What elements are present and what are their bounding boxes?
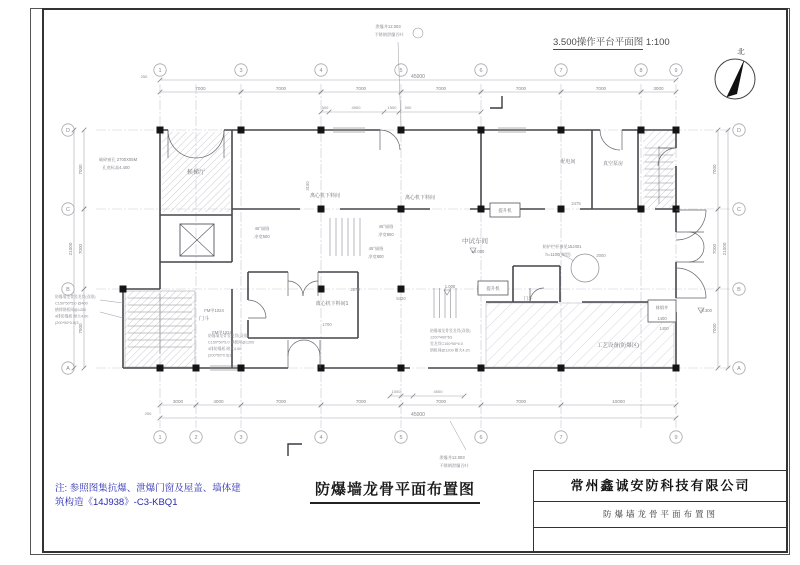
column-marker	[558, 127, 565, 134]
dim-label: 7000	[275, 86, 287, 91]
detail-callout-circle	[571, 254, 599, 282]
dim-label: 7000	[712, 243, 717, 255]
room-label: 排烟井	[655, 305, 669, 310]
column-marker	[238, 127, 245, 134]
title-block-drawing-title: 防爆墙龙骨平面布置图	[534, 502, 787, 528]
grid-bubble-label: 6	[479, 68, 483, 74]
column-marker	[318, 206, 325, 213]
spec-note-line: C150*50*5.0 钢板网@1200	[208, 340, 255, 345]
column-marker	[638, 206, 645, 213]
annotation-label: 泄爆井12.003	[375, 24, 401, 29]
dim-label: 500	[321, 105, 329, 110]
annotation-label: 泄爆井12.003	[439, 455, 465, 460]
dim-label: 7000	[712, 323, 717, 334]
grid-bubble-label: D	[737, 128, 741, 134]
door-swing	[304, 340, 320, 356]
grid-bubble-label: A	[737, 366, 741, 372]
grid-bubble-label: 1	[158, 435, 162, 441]
door-swing	[288, 340, 304, 356]
dim-label: 1500	[387, 105, 397, 110]
column-marker	[478, 127, 485, 134]
dim-label: 7000	[435, 399, 447, 404]
column-marker	[318, 365, 325, 372]
dim-label: 250	[144, 411, 152, 416]
column-marker	[558, 206, 565, 213]
room-label: 离心机下料间1	[315, 301, 349, 307]
column-marker	[673, 365, 680, 372]
general-note	[55, 482, 325, 510]
room-label: 候梯厅	[186, 170, 206, 176]
door-swing	[689, 232, 704, 247]
hatch-equipment-area	[486, 303, 674, 367]
column-marker	[638, 127, 645, 134]
company-name: 常州鑫诚安防科技有限公司	[534, 471, 787, 502]
annotation-label: 不锈钢泄爆百叶	[374, 32, 404, 37]
annotation-label: 45°锚缝	[378, 224, 394, 229]
door-swing	[676, 210, 706, 240]
dim-label: 7000	[515, 86, 527, 91]
dim-label: 250	[140, 74, 148, 79]
platform-plan-title	[553, 34, 670, 48]
annotation-label: 1.000	[444, 284, 456, 289]
dim-label: 2670	[350, 287, 360, 292]
column-marker	[673, 127, 680, 134]
annotation-label: h=1100(典型)	[545, 252, 571, 257]
column-marker	[558, 365, 565, 372]
room-label: 真空泵房	[602, 161, 624, 167]
annotation-label: 45°锚缝	[368, 246, 384, 251]
dim-label: 1000	[391, 389, 401, 394]
grid-bubble-label: 7	[559, 435, 563, 441]
room-label: 配电间	[560, 159, 576, 165]
annotation-label: 净宽500	[254, 234, 270, 239]
spec-note-line: 4排防爆板 耐火4.0h	[55, 314, 89, 319]
dim-label: 7000	[515, 399, 527, 404]
grid-bubble-label: 9	[674, 68, 678, 74]
note-line-1: 注: 参照图集抗爆、泄爆门窗及屋盖、墙体建	[55, 483, 241, 494]
column-marker	[157, 365, 164, 372]
dim-label: 10000	[612, 399, 625, 404]
grid-bubble-label: 3	[239, 435, 243, 441]
annotation-label: -0.300	[700, 308, 712, 313]
door-swing	[288, 281, 303, 296]
grid-bubble-label: 4	[319, 435, 323, 441]
annotation-label: 净宽800	[368, 254, 384, 259]
grid-bubble-label: 5	[399, 68, 403, 74]
platform-plan-scale: 1:100	[645, 37, 670, 48]
north-label: 北	[737, 47, 745, 56]
spec-note-line: 4排防爆板 耐火4.0h	[208, 347, 242, 351]
column-marker	[673, 206, 680, 213]
annotation-label: 孔底标高4.400	[102, 165, 130, 170]
dim-label: 500	[404, 105, 412, 110]
grid-bubble-label: 4	[319, 68, 323, 74]
grid-bubble-label: B	[66, 287, 70, 293]
column-marker	[478, 206, 485, 213]
column-marker	[238, 365, 245, 372]
dim-label: 2475	[571, 201, 581, 206]
spec-note-line: C150*50*5.0 @400	[55, 301, 88, 306]
column-marker	[398, 206, 405, 213]
room-label: 离心机下料间	[309, 193, 341, 199]
spec-note-line: (200*50*0.5)3	[208, 353, 232, 358]
grid-bubble-label: D	[66, 128, 70, 134]
spec-note-line: 横撑钢板网@1200	[55, 308, 87, 312]
room-label: 门斗	[523, 296, 533, 301]
dim-label: 21000	[68, 242, 73, 256]
spec-note-line: 钢板网@1200 耐火4.2h	[430, 348, 470, 353]
dim-label: 7000	[595, 86, 607, 91]
dim-label: 45000	[411, 74, 425, 80]
column-marker	[193, 365, 200, 372]
grid-bubble-label: 9	[674, 435, 678, 441]
annotation-label: 45°锚缝	[254, 226, 270, 231]
grid-bubble-label: C	[737, 207, 741, 213]
leader-line	[100, 300, 123, 303]
dim-label: 3000	[172, 399, 184, 404]
grid-bubble-label: 8	[639, 68, 643, 74]
grid-bubble-label: 2	[194, 435, 198, 441]
room-label: 提升机	[498, 208, 512, 213]
north-arrow-icon	[705, 42, 775, 112]
annotation-label: 不锈钢泄爆百叶	[439, 463, 469, 468]
door-swing	[303, 281, 318, 296]
title-block-empty-row	[534, 528, 787, 552]
column-marker	[398, 286, 405, 293]
annotation-label: 防护栏杆参见15J401	[542, 244, 582, 249]
grid-bubble-label: 5	[399, 435, 403, 441]
platform-plan-title-text: 3.500操作平台平面图	[553, 37, 644, 48]
dim-label: 4900	[351, 105, 361, 110]
annotation-label: 净宽800	[378, 232, 394, 237]
dim-label: 5420	[396, 296, 406, 301]
leader-line	[450, 421, 466, 450]
annotation-label: FM甲1024	[204, 308, 224, 313]
dim-label: 7000	[712, 164, 717, 175]
room-label: 门斗	[198, 316, 210, 322]
spec-note-line: 1200*400*63	[430, 335, 452, 340]
column-marker	[398, 127, 405, 134]
column-marker	[120, 286, 127, 293]
section-mark	[288, 444, 302, 456]
door-swing	[689, 247, 704, 262]
drawing-main-title: 防爆墙龙骨平面布置图	[310, 478, 480, 504]
column-marker	[318, 286, 325, 293]
door-swing	[676, 268, 706, 298]
room-label: 工艺设备(防爆区)	[596, 343, 640, 349]
grid-bubble-label: A	[66, 366, 70, 372]
room-label: 离心机下料间	[404, 195, 436, 201]
spec-note-line: (200*50*0.5)3	[55, 321, 79, 325]
title-block	[533, 470, 788, 552]
grid-bubble-label: B	[737, 287, 741, 293]
door-swing	[600, 130, 620, 150]
dim-label: 21000	[722, 242, 727, 256]
dim-label: 45000	[411, 412, 425, 418]
room-label: 中试车间	[462, 238, 488, 245]
column-marker	[398, 365, 405, 372]
dim-label: 7000	[435, 86, 447, 91]
spec-note-line: 防爆墙龙骨竖龙骨(双排)	[55, 295, 96, 299]
annotation-label: 1400	[657, 316, 667, 321]
grid-bubble-label: 6	[479, 435, 483, 441]
column-marker	[318, 127, 325, 134]
annotation-label: 破碎窗孔 2700X05M	[98, 157, 138, 162]
spec-note-line: 防爆墙龙骨竖龙骨(双排)	[208, 334, 249, 338]
column-marker	[157, 127, 164, 134]
note-line-2: 筑构造《14J938》-C3-KBQ1	[55, 497, 178, 508]
grid-bubble-label: C	[66, 207, 70, 213]
leader-line	[398, 42, 401, 126]
annotation-label: FM甲1024	[212, 330, 232, 335]
spec-note-line: 竖龙骨C150*50*5.0	[430, 342, 463, 346]
spec-note-line: 防爆墙龙骨竖龙骨(双排)	[430, 329, 471, 333]
dim-label: 4500	[433, 389, 443, 394]
dim-label: 7000	[355, 399, 367, 404]
dim-label: 3000	[653, 86, 664, 91]
leader-line	[100, 312, 123, 318]
column-marker	[478, 365, 485, 372]
door-swing	[380, 130, 400, 150]
dim-label: 1400	[659, 326, 669, 331]
room-label: 提升机	[486, 286, 500, 291]
dim-label: 7000	[195, 86, 206, 91]
door-swing	[248, 300, 266, 318]
dim-label: 3150	[305, 181, 310, 191]
grid-bubble-label: 7	[559, 68, 563, 74]
grid-bubble-label: 3	[239, 68, 243, 74]
dim-label: 7000	[275, 399, 287, 404]
dim-label: 7000	[78, 323, 83, 334]
dim-label: 1700	[322, 322, 332, 327]
dim-label: 7000	[78, 164, 83, 175]
annotation-label: ±0.000	[471, 249, 485, 254]
dim-label: 2000	[596, 253, 606, 258]
grid-bubble-label: 1	[158, 68, 162, 74]
dim-label: 7000	[355, 86, 367, 91]
section-mark	[490, 96, 502, 108]
leader-tag-circle	[413, 28, 423, 38]
dim-label: 4000	[213, 399, 224, 404]
dim-label: 7000	[78, 243, 83, 255]
